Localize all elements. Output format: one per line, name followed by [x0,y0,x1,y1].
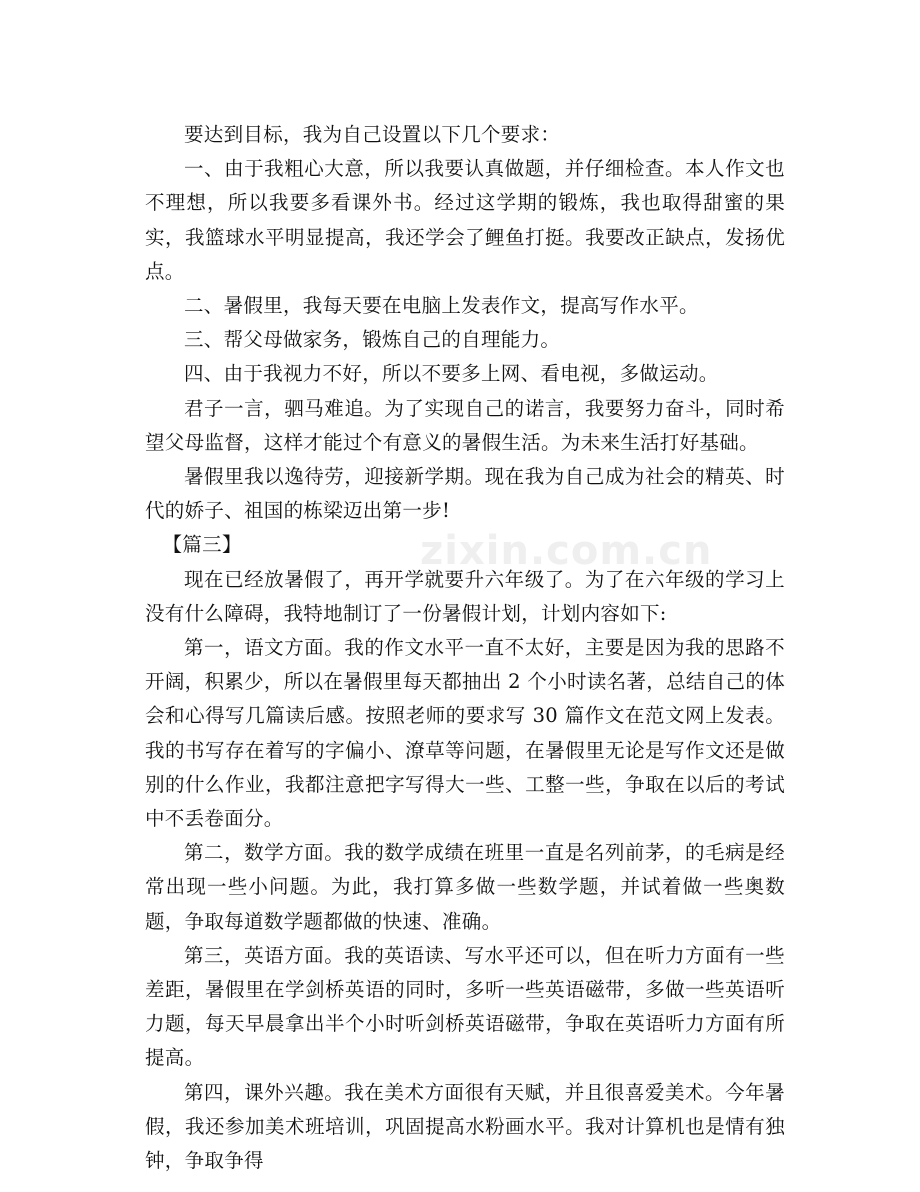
paragraph-plan-intro: 现在已经放暑假了，再开学就要升六年级了。为了在六年级的学习上没有什么障碍，我特地制订了一份暑假计划，计划内容如下: [145,567,785,625]
paragraph-intro: 要达到目标，我为自己设置以下几个要求： [184,123,561,146]
paragraph-closing: 暑假里我以逸待劳，迎接新学期。现在我为自己成为社会的精英、时代的娇子、祖国的栋梁迈出第一步! [145,465,785,523]
paragraph-item-1: 一、由于我粗心大意，所以我要认真做题，并仔细检查。本人作文也不理想，所以我要多看课外书。经过这学期的锻炼，我也取得甜蜜的果实，我篮球水平明显提高，我还学会了鲤鱼打挺。我要改正缺点，发扬优点。 [145,157,785,283]
watermark: zixin.com.cn [420,528,713,574]
paragraph-math: 第二，数学方面。我的数学成绩在班里一直是名列前茅，的毛病是经常出现一些小问题。为此，我打算多做一些数学题，并试着做一些奥数题，争取每道数学题都做的快速、准确。 [145,841,785,933]
paragraph-item-4: 四、由于我视力不好，所以不要多上网、看电视，多做运动。 [184,362,719,386]
paragraph-promise: 君子一言，驷马难追。为了实现自己的诺言，我要努力奋斗，同时希望父母监督，这样才能过个有意义的暑假生活。为未来生活打好基础。 [145,396,785,454]
document-page [145,118,785,1178]
section-heading: 【篇三】 [162,533,242,557]
paragraph-chinese: 第一，语文方面。我的作文水平一直不太好，主要是因为我的思路不开阔，积累少，所以在暑假里每天都抽出 2 个小时读名著，总结自己的体会和心得写几篇读后感。按照老师的要求写 30 篇作文在范文网上发表。我的书写存在着写的字偏小、潦草等问题，在暑假里无论是写作文还是做别的什么作业，我都注意把字写得大一些、工整一些，争取在以后的考试中不丢卷面分。 [145,636,785,831]
paragraph-item-2: 二、暑假里，我每天要在电脑上发表作文，提高写作水平。 [184,294,699,318]
paragraph-item-3: 三、帮父母做家务，锻炼自己的自理能力。 [184,328,561,352]
paragraph-english: 第三，英语方面。我的英语读、写水平还可以，但在听力方面有一些差距，暑假里在学剑桥英语的同时，多听一些英语磁带，多做一些英语听力题，每天早晨拿出半个小时听剑桥英语磁带，争取在英语听力方面有所提高。 [145,943,785,1070]
paragraph-interests: 第四，课外兴趣。我在美术方面很有天赋，并且很喜爱美术。今年暑假，我还参加美术班培训，巩固提高水粉画水平。我对计算机也是情有独钟，争取争得 [145,1080,785,1173]
